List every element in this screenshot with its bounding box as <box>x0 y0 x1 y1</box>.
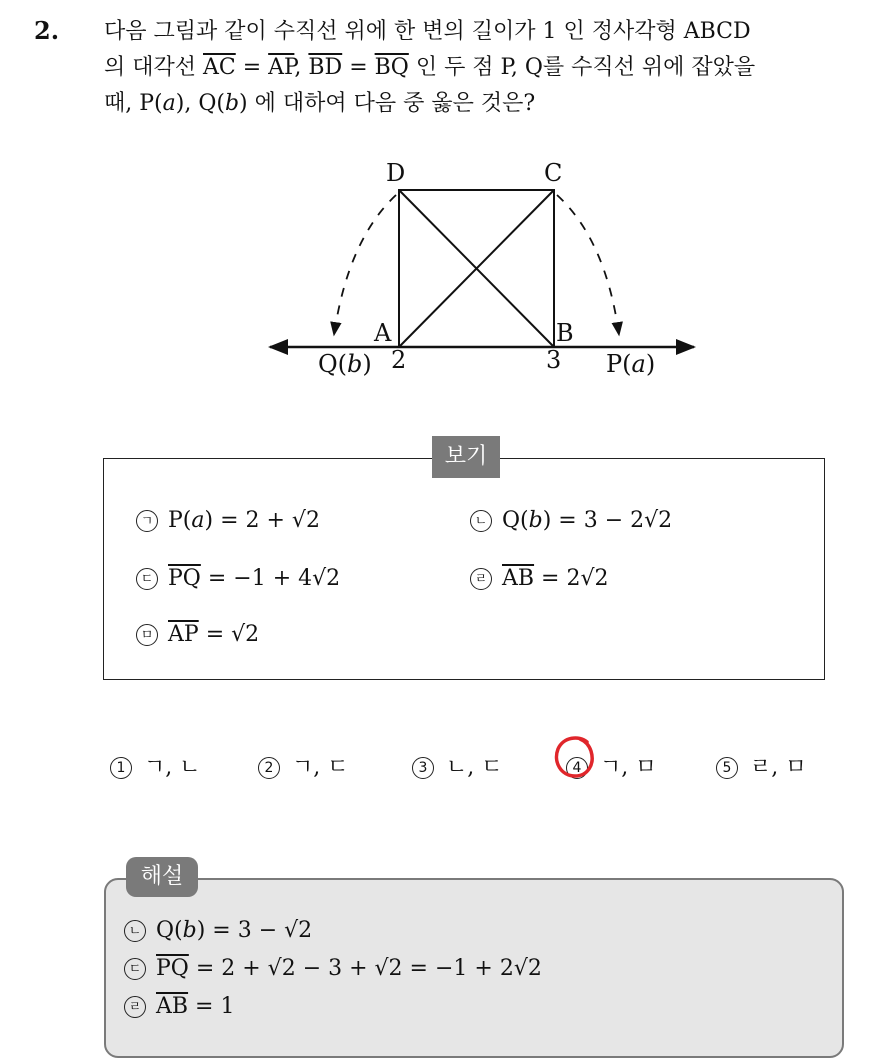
segment-ap: $\overline{AP}$ <box>268 55 295 80</box>
label-c: C <box>544 159 563 187</box>
item-seg: $\overline{PQ}$ <box>168 566 201 591</box>
expl-pre: Q( <box>156 918 183 943</box>
choice-3[interactable] <box>412 750 503 781</box>
q-text: = <box>235 55 269 80</box>
q-pre: Q( <box>318 350 348 378</box>
item-pre: Q( <box>502 508 529 533</box>
label-d: D <box>386 159 406 187</box>
q-text: 인 두 점 P, Q를 수직선 위에 잡았을 <box>408 55 756 80</box>
p-var: a <box>631 350 646 378</box>
tick-2: 2 <box>391 346 407 374</box>
question-line-3 <box>104 86 864 122</box>
choice-text: ㄱ, ㅁ <box>600 755 657 780</box>
item-var: a <box>191 508 205 533</box>
arc-to-q <box>334 195 396 335</box>
choice-2[interactable] <box>258 750 349 781</box>
expl-seg: $\overline{PQ}$ <box>156 956 189 981</box>
bogi-mark: ㄹ <box>470 568 492 590</box>
q-var: b <box>347 350 363 378</box>
item-seg: $\overline{AB}$ <box>502 566 535 591</box>
choice-text: ㄴ, ㄷ <box>446 755 503 780</box>
explanation-line-1 <box>124 918 312 943</box>
bogi-mark: ㅁ <box>136 624 158 646</box>
tick-3: 3 <box>546 346 562 374</box>
question-line-1: 다음 그림과 같이 수직선 위에 한 변의 길이가 1 인 정사각형 ABCD <box>104 19 751 44</box>
selected-answer-circle <box>553 734 597 780</box>
segment-ac: $\overline{AC}$ <box>203 55 236 80</box>
expl-mark: ㄹ <box>124 996 146 1018</box>
q-text: ) 에 대하여 다음 중 옳은 것은? <box>239 91 536 116</box>
label-a: A <box>374 319 392 347</box>
item-seg: $\overline{AP}$ <box>168 622 199 647</box>
item-pre: P( <box>168 508 192 533</box>
p-post: ) <box>645 350 656 378</box>
bogi-mark: ㄴ <box>470 510 492 532</box>
choice-text: ㄱ, ㄴ <box>144 755 201 780</box>
segment-bq: $\overline{BQ}$ <box>374 55 409 80</box>
q-text: 때, P( <box>104 91 163 116</box>
question-line-2 <box>104 50 864 86</box>
arc-to-p <box>557 195 619 335</box>
var-a: a <box>162 91 176 116</box>
item-post: = √2 <box>198 622 260 647</box>
bogi-item-2 <box>470 508 672 533</box>
expl-var: b <box>182 918 197 943</box>
q-text: ), Q( <box>175 91 225 116</box>
expl-post: ) = 3 − √2 <box>196 918 313 943</box>
choice-text: ㄱ, ㄷ <box>292 755 349 780</box>
choice-number: 1 <box>110 757 132 779</box>
explanation-title: 해설 <box>126 857 198 897</box>
bogi-mark: ㄷ <box>136 568 158 590</box>
label-p <box>606 350 655 378</box>
explanation-line-2 <box>124 956 542 981</box>
q-text: 의 대각선 <box>104 55 203 80</box>
q-text: , <box>294 55 309 80</box>
question-text <box>104 14 864 122</box>
p-pre: P( <box>606 350 632 378</box>
square-number-line-figure <box>258 155 708 395</box>
choice-number: 3 <box>412 757 434 779</box>
choice-5[interactable] <box>716 750 807 781</box>
item-post: ) = 3 − 2√2 <box>542 508 673 533</box>
question-number: 2. <box>34 16 60 45</box>
bogi-item-1 <box>136 508 320 533</box>
label-q <box>318 350 372 378</box>
expl-post: = 1 <box>188 994 235 1019</box>
choice-text: ㄹ, ㅁ <box>750 755 807 780</box>
choice-number: 5 <box>716 757 738 779</box>
var-b: b <box>224 91 240 116</box>
bogi-mark: ㄱ <box>136 510 158 532</box>
item-var: b <box>528 508 543 533</box>
segment-bd: $\overline{BD}$ <box>308 55 343 80</box>
expl-seg: $\overline{AB}$ <box>156 994 189 1019</box>
explanation-line-3 <box>124 994 234 1019</box>
expl-mark: ㄴ <box>124 920 146 942</box>
item-post: = −1 + 4√2 <box>200 566 341 591</box>
bogi-item-4 <box>470 566 609 591</box>
choice-number: 4 <box>566 757 588 779</box>
bogi-item-3 <box>136 566 340 591</box>
choice-number: 2 <box>258 757 280 779</box>
expl-post: = 2 + √2 − 3 + √2 = −1 + 2√2 <box>188 956 542 981</box>
bogi-item-5 <box>136 622 259 647</box>
bogi-title: 보기 <box>432 436 500 478</box>
q-post: ) <box>362 350 372 378</box>
choice-1[interactable] <box>110 750 201 781</box>
q-text: = <box>342 55 375 80</box>
item-post: ) = 2 + √2 <box>204 508 320 533</box>
label-b: B <box>556 319 574 347</box>
expl-mark: ㄷ <box>124 958 146 980</box>
item-post: = 2√2 <box>534 566 609 591</box>
